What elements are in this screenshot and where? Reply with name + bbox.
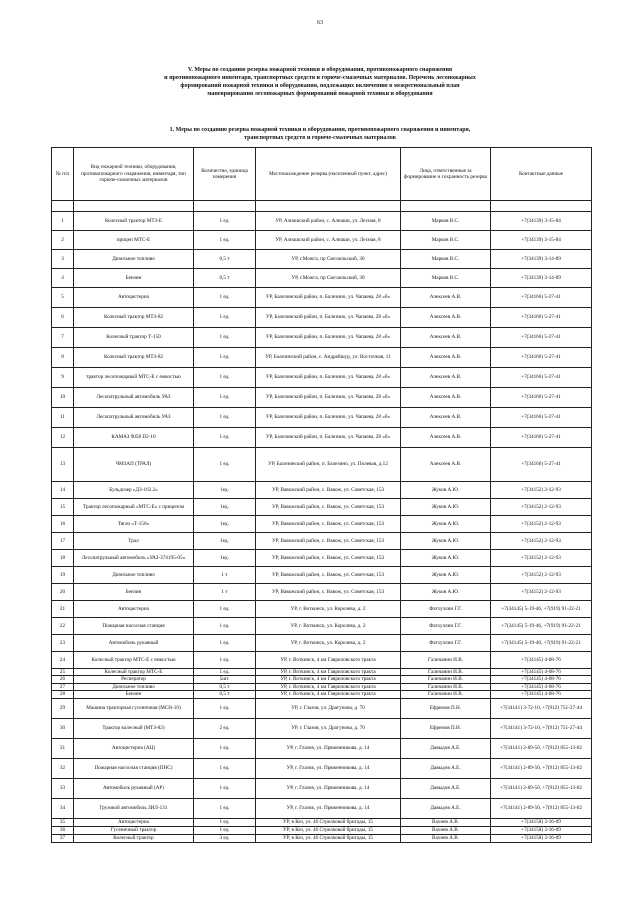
- cell-number: 1: [52, 212, 74, 231]
- cell-item: Колесный трактор МТЗ-Е: [74, 212, 194, 231]
- table-row: [52, 826, 592, 834]
- cell-number: 24: [52, 652, 74, 669]
- cell-quantity: 1 ед.: [194, 652, 256, 669]
- cell-quantity: 1 ед.: [194, 408, 256, 428]
- cell-number: 26: [52, 676, 74, 683]
- table-row: [52, 683, 592, 690]
- cell-location: УР, Вавожский район, с. Вавож, ул. Советская, 153: [256, 482, 401, 499]
- cell-contacts: +7(34139) 3-15-84: [491, 212, 592, 231]
- cell-item: Лесопатрульный автомобиль УАЗ: [74, 408, 194, 428]
- table-row: [52, 550, 592, 567]
- cell-contacts: +7(34152) 2-12-93: [491, 499, 592, 516]
- cell-location: УР, Вавожский район, с. Вавож, ул. Советская, 153: [256, 499, 401, 516]
- header-number: № п/п: [52, 148, 74, 201]
- cell-contacts: +7(34145) 5-19-46, +7(919) 91-22-21: [491, 635, 592, 652]
- cell-item: Автоцистерна: [74, 288, 194, 308]
- cell-responsible: Жуков А.Ю.: [401, 516, 491, 533]
- header-contacts: Контактные данные: [491, 148, 592, 201]
- cell-item: Машина тракторная гусеничная (МСН-10): [74, 698, 194, 718]
- cell-number: 32: [52, 758, 74, 778]
- cell-responsible: Галичанин И.В.: [401, 669, 491, 676]
- table-row: [52, 691, 592, 698]
- cell-location: УР, Вавожский район, с. Вавож, ул. Советская, 153: [256, 516, 401, 533]
- cell-quantity: 0,5 т: [194, 250, 256, 269]
- subheading-line: транспортных средств и горюче-смазочных материалов: [244, 135, 396, 141]
- cell-responsible: Марков В.С.: [401, 269, 491, 288]
- table-row: [52, 288, 592, 308]
- table-row: [52, 601, 592, 618]
- cell-number: 29: [52, 698, 74, 718]
- cell-location: УР, в Кез, ул. 46 Стрелковой бригады, 15: [256, 834, 401, 842]
- cell-contacts: +7(34152) 2-12-93: [491, 550, 592, 567]
- cell-number: 8: [52, 348, 74, 368]
- table-row: [52, 635, 592, 652]
- cell-contacts: +7(34152) 2-12-93: [491, 533, 592, 550]
- cell-quantity: 1 ед.: [194, 818, 256, 826]
- cell-location: УР, г. Воткинск, ул. Королева, д. 2: [256, 618, 401, 635]
- cell-number: 20: [52, 584, 74, 601]
- cell-number: 13: [52, 448, 74, 482]
- cell-responsible: Давыдов А.Е.: [401, 758, 491, 778]
- cell-number: 11: [52, 408, 74, 428]
- table-row: [52, 778, 592, 798]
- table-row: [52, 698, 592, 718]
- cell-responsible: Фатхуллин Г.Г.: [401, 635, 491, 652]
- table-row: [52, 212, 592, 231]
- header-item: Вид пожарной техники, оборудования, противопожарного снаряжения, инвентаря, тип горюче-смазочных материалов: [74, 148, 194, 201]
- cell-item: Бензин: [74, 691, 194, 698]
- cell-number: 33: [52, 778, 74, 798]
- cell-quantity: 1 ед.: [194, 368, 256, 388]
- cell-location: УР, г. Воткинск, 4 км Гавриловского тракта: [256, 683, 401, 690]
- cell-location: УР, Вавожский район, с. Вавож, ул. Советская, 153: [256, 533, 401, 550]
- cell-location: УР, г.Можга, пр Сюгаильский, 30: [256, 269, 401, 288]
- cell-item: Колесный трактор: [74, 834, 194, 842]
- table-row: [52, 250, 592, 269]
- cell-responsible: Ефремов П.Н.: [401, 718, 491, 738]
- cell-item: Дизельное топливо: [74, 683, 194, 690]
- cell-quantity: 1 ед.: [194, 618, 256, 635]
- cell-location: УР, г. Глазов, ул. Пряженникова, д. 14: [256, 758, 401, 778]
- table-row: [52, 584, 592, 601]
- cell-quantity: 1 ед.: [194, 601, 256, 618]
- cell-contacts: +7(34139) 3-14-89: [491, 269, 592, 288]
- cell-item: Бензин: [74, 584, 194, 601]
- cell-responsible: Жуков А.Ю.: [401, 567, 491, 584]
- cell-responsible: Давыдов А.Е.: [401, 798, 491, 818]
- cell-item: трактор лесопожарный МТС-Е с емкостью: [74, 368, 194, 388]
- cell-quantity: 1 т: [194, 584, 256, 601]
- cell-item: Дизельное топливо: [74, 250, 194, 269]
- cell-number: 34: [52, 798, 74, 818]
- table-row: [52, 348, 592, 368]
- cell-quantity: 1 ед.: [194, 738, 256, 758]
- cell-location: УР, г. Воткинск, ул. Королева, д. 2: [256, 601, 401, 618]
- cell-responsible: Вахнев А.В.: [401, 834, 491, 842]
- table-row: [52, 516, 592, 533]
- cell-item: Тягач «Т-150»: [74, 516, 194, 533]
- table-row: [52, 308, 592, 328]
- cell-number: 28: [52, 691, 74, 698]
- cell-number: 14: [52, 482, 74, 499]
- table-spacer-row: [52, 201, 592, 212]
- cell-responsible: Фатхуллин Г.Г.: [401, 601, 491, 618]
- cell-contacts: +7(34166) 5-27-41: [491, 368, 592, 388]
- cell-responsible: Галичанин И.В.: [401, 691, 491, 698]
- section-heading: [75, 66, 565, 98]
- cell-contacts: +7(34152) 2-12-93: [491, 584, 592, 601]
- table-row: [52, 533, 592, 550]
- cell-item: Дизельное топливо: [74, 567, 194, 584]
- cell-location: УР, Алнашский район, с. Алнаши, ул. Лесная, 8: [256, 231, 401, 250]
- table-row: [52, 676, 592, 683]
- cell-responsible: Ефремов П.Н.: [401, 698, 491, 718]
- table-row: [52, 328, 592, 348]
- cell-responsible: Галичанин И.В.: [401, 676, 491, 683]
- cell-contacts: +7(34166) 5-27-41: [491, 408, 592, 428]
- heading-line: маневрирования лесопожарных формирований пожарной техники и оборудования: [207, 91, 433, 97]
- cell-contacts: +7(34139) 3-14-89: [491, 250, 592, 269]
- cell-location: УР, г. Глазов, ул. Пряженникова, д. 14: [256, 738, 401, 758]
- cell-location: УР, в Кез, ул. 46 Стрелковой бригады, 15: [256, 826, 401, 834]
- subsection-heading: [110, 126, 530, 142]
- cell-quantity: 1 ед.: [194, 635, 256, 652]
- cell-quantity: 1 ед.: [194, 826, 256, 834]
- table-row: [52, 482, 592, 499]
- cell-number: 22: [52, 618, 74, 635]
- cell-item: Гусеничный трактор: [74, 826, 194, 834]
- cell-item: Лесопатрульный автомобиль УАЗ: [74, 388, 194, 408]
- cell-location: УР, г. Глазов, ул. Драгунова, д. 70: [256, 718, 401, 738]
- cell-quantity: 1 ед.: [194, 778, 256, 798]
- cell-number: 30: [52, 718, 74, 738]
- cell-item: Колесный трактор МТС-Е: [74, 669, 194, 676]
- cell-item: Трал: [74, 533, 194, 550]
- cell-location: УР, Балезинский район, п. Балезино, ул. Чапаева, 28 «б»: [256, 288, 401, 308]
- table-row: [52, 231, 592, 250]
- cell-quantity: 3 ед.: [194, 834, 256, 842]
- cell-number: 21: [52, 601, 74, 618]
- cell-responsible: Галичанин И.В.: [401, 683, 491, 690]
- cell-location: УР, г.Можга, пр Сюгаильский, 30: [256, 250, 401, 269]
- cell-contacts: +7(34141) 3-72-10, +7(912) 751-27-44: [491, 718, 592, 738]
- cell-quantity: 1 ед.: [194, 798, 256, 818]
- cell-responsible: Алексеев А.В.: [401, 288, 491, 308]
- cell-location: УР, Балезинский район, п. Балезино, ул. Чапаева, 28 «б»: [256, 368, 401, 388]
- cell-item: КАМАЗ 9058 D2-10: [74, 428, 194, 448]
- cell-location: УР, Алнашский район, с. Алнаши, ул. Лесная, 8: [256, 212, 401, 231]
- table-row: [52, 428, 592, 448]
- table-row: [52, 798, 592, 818]
- cell-responsible: Алексеев А.В.: [401, 448, 491, 482]
- cell-contacts: +7(34141) 2-89-50, +7(912) 855-13-02: [491, 738, 592, 758]
- cell-contacts: +7(34166) 5-27-41: [491, 288, 592, 308]
- cell-quantity: 1 ед.: [194, 448, 256, 482]
- cell-number: 7: [52, 328, 74, 348]
- cell-responsible: Алексеев А.В.: [401, 348, 491, 368]
- table-row: [52, 618, 592, 635]
- table-row: [52, 738, 592, 758]
- cell-quantity: 0,5 т: [194, 269, 256, 288]
- cell-location: УР, Вавожский район, с. Вавож, ул. Советская, 153: [256, 550, 401, 567]
- cell-number: 35: [52, 818, 74, 826]
- reserve-table: [51, 147, 592, 843]
- cell-number: 23: [52, 635, 74, 652]
- cell-responsible: Марков В.С.: [401, 231, 491, 250]
- cell-responsible: Жуков А.Ю.: [401, 482, 491, 499]
- cell-responsible: Фатхуллин Г.Г.: [401, 618, 491, 635]
- cell-item: прицеп МТС-Е: [74, 231, 194, 250]
- table-row: [52, 448, 592, 482]
- cell-location: УР, г. Глазов, ул. Драгунова, д. 70: [256, 698, 401, 718]
- cell-item: Колесный трактор МТЗ-82: [74, 348, 194, 368]
- cell-location: УР, г. Воткинск, 4 км Гавриловского тракта: [256, 652, 401, 669]
- cell-quantity: 1ед.: [194, 499, 256, 516]
- cell-contacts: +7(34141) 3-72-10, +7(912) 751-27-44: [491, 698, 592, 718]
- cell-item: Автомобиль рукавный: [74, 635, 194, 652]
- cell-responsible: Галичанин И.В.: [401, 652, 491, 669]
- heading-line: V. Меры по созданию резерва пожарной техники и оборудования, противопожарного снаряжения: [187, 67, 453, 73]
- cell-contacts: +7(34145) 5-19-46, +7(919) 91-22-21: [491, 618, 592, 635]
- cell-item: Колесный трактор МТЗ-82: [74, 308, 194, 328]
- cell-item: Колесный трактор Т-150: [74, 328, 194, 348]
- cell-number: 5: [52, 288, 74, 308]
- cell-quantity: 2 ед.: [194, 718, 256, 738]
- cell-number: 2: [52, 231, 74, 250]
- cell-contacts: +7(34139) 3-15-84: [491, 231, 592, 250]
- cell-location: УР, Балезинский район, п. Балезино, ул. Полевая, д.12: [256, 448, 401, 482]
- table-row: [52, 669, 592, 676]
- cell-number: 19: [52, 567, 74, 584]
- cell-item: Трактор лесопожарный «МТС-Е» с прицепом: [74, 499, 194, 516]
- table-row: [52, 408, 592, 428]
- cell-contacts: +7(34166) 5-27-41: [491, 348, 592, 368]
- cell-contacts: +7(34145) 4-08-76: [491, 683, 592, 690]
- cell-number: 6: [52, 308, 74, 328]
- table-row: [52, 834, 592, 842]
- cell-number: 9: [52, 368, 74, 388]
- cell-number: 37: [52, 834, 74, 842]
- table-row: [52, 368, 592, 388]
- cell-contacts: +7(34152) 2-12-93: [491, 567, 592, 584]
- cell-responsible: Алексеев А.В.: [401, 428, 491, 448]
- cell-contacts: +7(34166) 5-27-41: [491, 388, 592, 408]
- cell-responsible: Алексеев А.В.: [401, 388, 491, 408]
- cell-number: 36: [52, 826, 74, 834]
- heading-line: и противопожарного инвентаря, транспортных средств и горюче-смазочных материалов. Перечень лесопожарных: [164, 75, 476, 81]
- header-quantity: Количество, единица измерения: [194, 148, 256, 201]
- cell-responsible: Вахнев А.В.: [401, 826, 491, 834]
- cell-contacts: +7(34145) 4-08-76: [491, 676, 592, 683]
- cell-contacts: +7(34145) 5-19-46, +7(919) 91-22-21: [491, 601, 592, 618]
- cell-contacts: +7(34145) 4-08-76: [491, 652, 592, 669]
- cell-quantity: 1 т: [194, 567, 256, 584]
- cell-quantity: 1 ед.: [194, 308, 256, 328]
- cell-contacts: +7(34152) 2-12-93: [491, 516, 592, 533]
- cell-responsible: Алексеев А.В.: [401, 328, 491, 348]
- table-header-row: [52, 148, 592, 201]
- cell-responsible: Марков В.С.: [401, 212, 491, 231]
- cell-location: УР, в Кез, ул. 46 Стрелковой бригады, 15: [256, 818, 401, 826]
- subheading-line: 1. Меры по созданию резерва пожарной техники и оборудования, противопожарного снаряжения и инвентаря,: [169, 127, 471, 133]
- cell-contacts: +7(34141) 2-89-50, +7(912) 855-13-02: [491, 798, 592, 818]
- cell-responsible: Давыдов А.Е.: [401, 778, 491, 798]
- cell-contacts: +7(34158) 3-16-09: [491, 826, 592, 834]
- cell-location: УР, Балезинский район, п. Балезино, ул. Чапаева, 28 «б»: [256, 388, 401, 408]
- cell-responsible: Алексеев А.В.: [401, 368, 491, 388]
- cell-location: УР, г. Глазов, ул. Пряженникова, д. 14: [256, 798, 401, 818]
- cell-item: Трактор колесный (МТЗ-82): [74, 718, 194, 738]
- cell-quantity: 5шт.: [194, 676, 256, 683]
- cell-item: Автоцистерна: [74, 818, 194, 826]
- cell-contacts: +7(34166) 5-27-41: [491, 328, 592, 348]
- cell-quantity: 1 ед.: [194, 328, 256, 348]
- cell-location: УР, г. Воткинск, ул. Королева, д. 2: [256, 635, 401, 652]
- cell-item: Пожарная насосная станция (ПНС): [74, 758, 194, 778]
- cell-location: УР, г. Воткинск, 4 км Гавриловского тракта: [256, 691, 401, 698]
- cell-responsible: Жуков А.Ю.: [401, 499, 491, 516]
- cell-location: УР, г. Воткинск, 4 км Гавриловского тракта: [256, 669, 401, 676]
- cell-contacts: +7(34166) 5-27-41: [491, 428, 592, 448]
- cell-quantity: 1ед.: [194, 533, 256, 550]
- cell-contacts: +7(34141) 2-89-50, +7(912) 855-13-02: [491, 778, 592, 798]
- cell-location: УР, г. Воткинск, 4 км Гавриловского тракта: [256, 676, 401, 683]
- cell-quantity: 0,5 т: [194, 683, 256, 690]
- cell-responsible: Давыдов А.Е.: [401, 738, 491, 758]
- cell-responsible: Вахнев А.В.: [401, 818, 491, 826]
- cell-number: 18: [52, 550, 74, 567]
- cell-contacts: +7(34145) 4-08-76: [491, 669, 592, 676]
- cell-number: 31: [52, 738, 74, 758]
- cell-number: 15: [52, 499, 74, 516]
- cell-contacts: +7(34166) 5-27-41: [491, 448, 592, 482]
- heading-line: формирований пожарной техники и оборудования, подлежащих включению в межрегиональный план: [180, 83, 460, 89]
- cell-quantity: 1 ед.: [194, 212, 256, 231]
- cell-item: ЧМЗАП (ТРАЛ): [74, 448, 194, 482]
- cell-responsible: Алексеев А.В.: [401, 308, 491, 328]
- table-row: [52, 567, 592, 584]
- cell-item: Автоцистерна (АЦ): [74, 738, 194, 758]
- cell-quantity: 1 ед.: [194, 388, 256, 408]
- table-row: [52, 499, 592, 516]
- cell-item: Колесный трактор МТС-Е с емкостью: [74, 652, 194, 669]
- cell-item: Грузовой автомобиль ЗИЛ-131: [74, 798, 194, 818]
- cell-item: Автомобиль рукавный (АР): [74, 778, 194, 798]
- cell-number: 12: [52, 428, 74, 448]
- cell-contacts: +7(34141) 2-89-50, +7(912) 855-13-02: [491, 758, 592, 778]
- header-location: Местонахождение резерва (населенный пункт, адрес): [256, 148, 401, 201]
- cell-responsible: Жуков А.Ю.: [401, 584, 491, 601]
- page-number: 63: [317, 20, 323, 26]
- cell-quantity: 1ед.: [194, 516, 256, 533]
- cell-quantity: 0,5 т: [194, 691, 256, 698]
- cell-quantity: 1 ед.: [194, 231, 256, 250]
- cell-location: УР, Вавожский район, с. Вавож, ул. Советская, 153: [256, 584, 401, 601]
- cell-location: УР, Вавожский район, с. Вавож, ул. Советская, 153: [256, 567, 401, 584]
- cell-item: Лесопатрульный автомобиль «УАЗ-374195-05»: [74, 550, 194, 567]
- cell-quantity: 1 ед.: [194, 428, 256, 448]
- cell-item: Автоцистерна: [74, 601, 194, 618]
- cell-responsible: Жуков А.Ю.: [401, 533, 491, 550]
- cell-number: 25: [52, 669, 74, 676]
- cell-location: УР, Балезинский район, п. Балезино, ул. Чапаева, 28 «б»: [256, 308, 401, 328]
- cell-contacts: +7(34166) 5-27-41: [491, 308, 592, 328]
- cell-number: 3: [52, 250, 74, 269]
- cell-responsible: Алексеев А.В.: [401, 408, 491, 428]
- header-responsible: Лица, ответственные за формирование и сохранность резерва: [401, 148, 491, 201]
- cell-quantity: 1 ед.: [194, 698, 256, 718]
- cell-quantity: 1ед.: [194, 482, 256, 499]
- cell-item: Бензин: [74, 269, 194, 288]
- cell-contacts: +7(34145) 4-08-76: [491, 691, 592, 698]
- table-row: [52, 269, 592, 288]
- cell-item: Бульдозер «ДЗ-162.2»: [74, 482, 194, 499]
- table-row: [52, 652, 592, 669]
- cell-location: УР, Балезинский район, п. Балезино, ул. Чапаева, 28 «б»: [256, 328, 401, 348]
- cell-responsible: Марков В.С.: [401, 250, 491, 269]
- cell-quantity: 1 ед.: [194, 669, 256, 676]
- table-row: [52, 718, 592, 738]
- cell-quantity: 1 ед.: [194, 288, 256, 308]
- cell-quantity: 1 ед.: [194, 758, 256, 778]
- cell-number: 27: [52, 683, 74, 690]
- cell-location: УР, Балезинский район, п. Балезино, ул. Чапаева, 28 «б»: [256, 428, 401, 448]
- table-row: [52, 388, 592, 408]
- cell-responsible: Жуков А.Ю.: [401, 550, 491, 567]
- cell-location: УР, г. Глазов, ул. Пряженникова, д. 14: [256, 778, 401, 798]
- cell-location: УР, Балезинский район, п. Балезино, ул. Чапаева, 28 «б»: [256, 408, 401, 428]
- cell-contacts: +7(34158) 3-16-09: [491, 834, 592, 842]
- cell-number: 17: [52, 533, 74, 550]
- cell-quantity: 1 ед.: [194, 348, 256, 368]
- table-row: [52, 758, 592, 778]
- cell-contacts: +7(34152) 2-12-93: [491, 482, 592, 499]
- cell-item: Пожарная насосная станция: [74, 618, 194, 635]
- cell-number: 16: [52, 516, 74, 533]
- cell-item: Респератор: [74, 676, 194, 683]
- cell-quantity: 1ед.: [194, 550, 256, 567]
- cell-contacts: +7(34158) 3-16-09: [491, 818, 592, 826]
- cell-number: 4: [52, 269, 74, 288]
- cell-location: УР, Балезинский район, с. Андрейшур, ул. Восточная, 11: [256, 348, 401, 368]
- table-body: [52, 201, 592, 843]
- cell-number: 10: [52, 388, 74, 408]
- table-row: [52, 818, 592, 826]
